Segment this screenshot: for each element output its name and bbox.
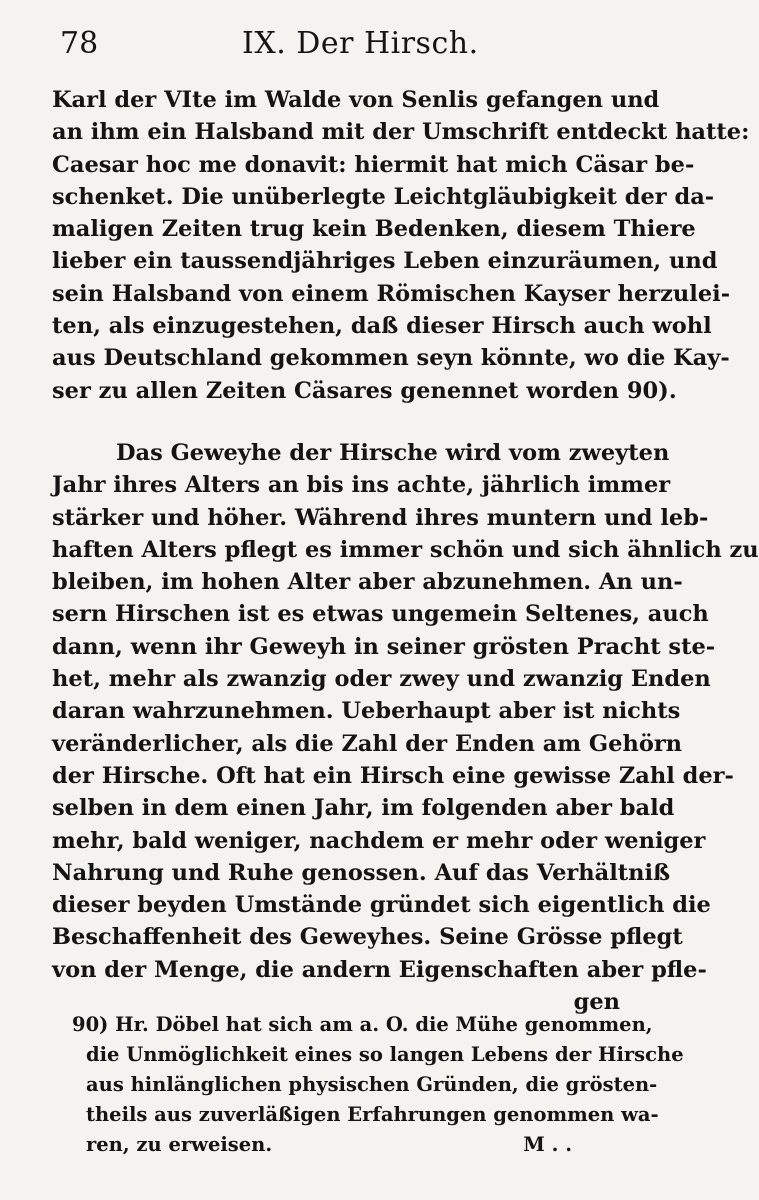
text-line: bleiben, im hohen Alter aber abzunehmen. An un- bbox=[52, 569, 683, 596]
footnote-last-line bbox=[72, 1130, 612, 1160]
text-line: daran wahrzunehmen. Ueberhaupt aber ist nichts bbox=[52, 698, 681, 725]
text-line: maligen Zeiten trug kein Bedenken, diesem Thiere bbox=[52, 216, 696, 243]
footnote-line: aus hinlänglichen physischen Gründen, die grösten- bbox=[86, 1073, 658, 1096]
text-line: haften Alters pflegt es immer schön und sich ähnlich zu bbox=[52, 536, 759, 563]
text-line: mehr, bald weniger, nachdem er mehr oder weniger bbox=[52, 827, 706, 854]
main-text bbox=[52, 84, 759, 1018]
text-line: lieber ein taussendjähriges Leben einzuräumen, und bbox=[52, 248, 718, 275]
text-line: Jahr ihres Alters an bis ins achte, jährlich immer bbox=[52, 472, 671, 499]
text-line: sern Hirschen ist es etwas ungemein Seltenes, auch bbox=[52, 601, 709, 628]
text-line: Karl der VIte im Walde von Senlis gefangen und bbox=[52, 87, 660, 113]
text-line: dann, wenn ihr Geweyh in seiner grösten Pracht ste- bbox=[52, 633, 716, 660]
text-line: het, mehr als zwanzig oder zwey und zwanzig Enden bbox=[52, 666, 711, 693]
footnote-line: 90) Hr. Döbel hat sich am a. O. die Mühe genommen, bbox=[72, 1013, 653, 1036]
paragraph-gap bbox=[52, 407, 620, 437]
text-line: veränderlicher, als die Zahl der Enden am Gehörn bbox=[52, 730, 683, 757]
page-number: 78 bbox=[60, 26, 99, 61]
text-line: von der Menge, die andern Eigenschaften aber pfle- bbox=[52, 956, 707, 983]
text-line: selben in dem einen Jahr, im folgenden aber bald bbox=[52, 795, 675, 822]
footnote-line: die Unmöglichkeit eines so langen Lebens der Hirsche bbox=[86, 1043, 684, 1066]
text-line: Das Geweyhe der Hirsche wird vom zweyten bbox=[116, 439, 670, 466]
text-line: Caesar hoc me donavit: hiermit hat mich Cäsar be- bbox=[52, 151, 695, 178]
text-line: stärker und höher. Während ihres muntern und leb- bbox=[52, 504, 709, 531]
text-line: der Hirsche. Oft hat ein Hirsch eine gewisse Zahl der- bbox=[52, 762, 734, 789]
footnote-line: theils aus zuverläßigen Erfahrungen genommen wa- bbox=[86, 1103, 659, 1126]
text-line: sein Halsband von einem Römischen Kayser herzulei- bbox=[52, 280, 731, 307]
text-line: Beschaffenheit des Geweyhes. Seine Grösse pflegt bbox=[52, 924, 683, 951]
running-head: IX. Der Hirsch. bbox=[242, 26, 479, 61]
paragraph-geweyhe bbox=[52, 437, 759, 986]
text-line: ten, als einzugestehen, daß dieser Hirsch auch wohl bbox=[52, 313, 712, 340]
text-line: aus Deutschland gekommen seyn könnte, wo die Kay- bbox=[52, 345, 730, 372]
text-line: schenket. Die unüberlegte Leichtgläubigkeit der da- bbox=[52, 183, 715, 210]
footnote bbox=[72, 1010, 684, 1160]
signature-mark: M . . bbox=[523, 1133, 572, 1156]
page-header bbox=[60, 22, 592, 62]
paragraph-continued bbox=[52, 84, 750, 407]
text-line: dieser beyden Umstände gründet sich eigentlich die bbox=[52, 892, 711, 919]
footnote-line-text: ren, zu erweisen. bbox=[86, 1133, 273, 1156]
text-line: ser zu allen Zeiten Cäsares genennet worden 90). bbox=[52, 377, 677, 404]
text-line: Nahrung und Ruhe genossen. Auf das Verhältniß bbox=[52, 859, 671, 886]
catchword: gen bbox=[573, 989, 620, 1016]
text-line: an ihm ein Halsband mit der Umschrift entdeckt hatte: bbox=[52, 119, 750, 146]
